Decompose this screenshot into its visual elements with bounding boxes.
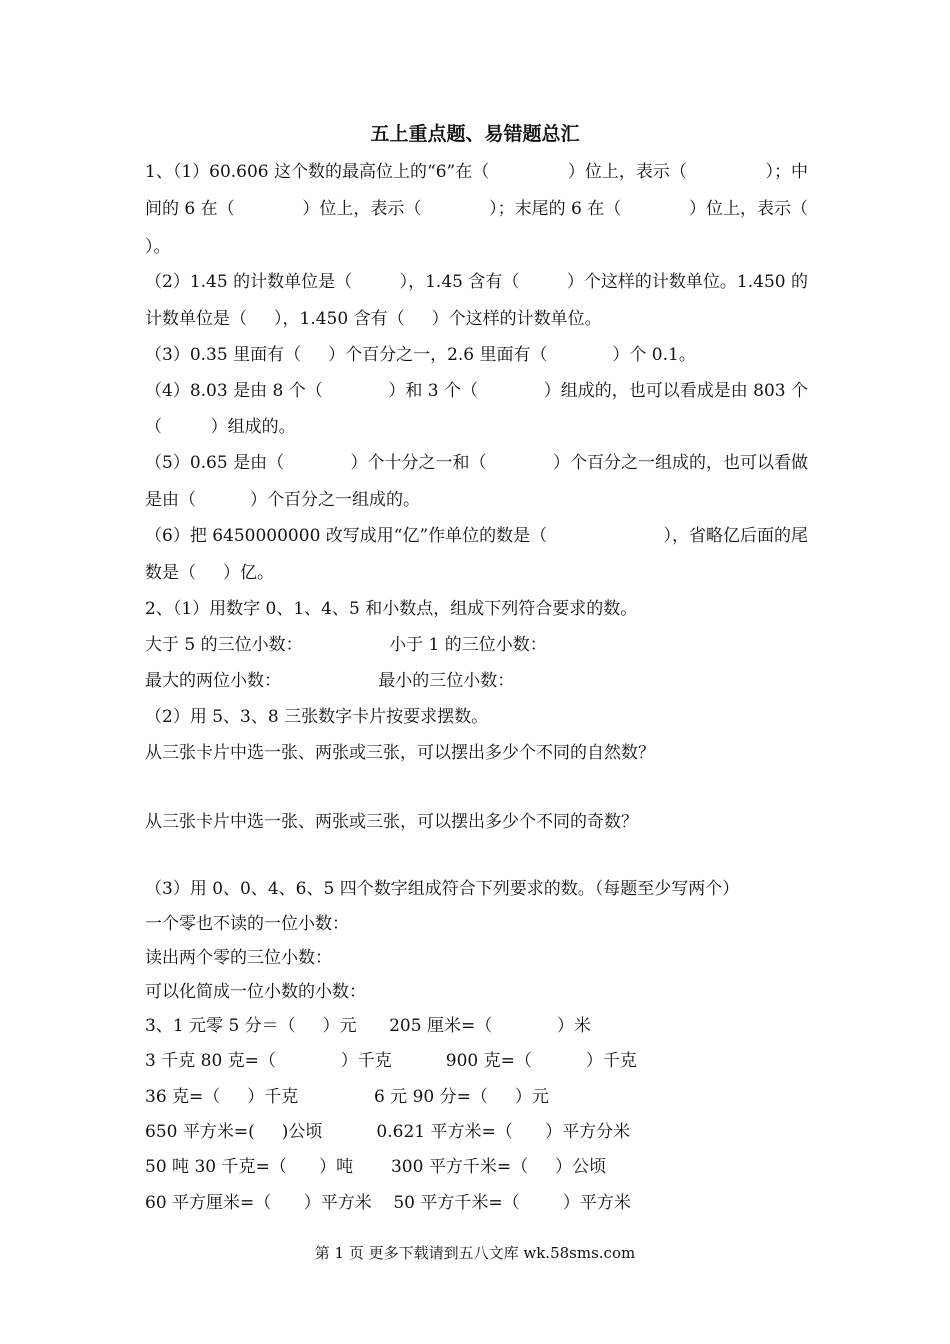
q1-line-11-part-a: （6）把 6450000000 改写成用“亿”作单位的数是（ bbox=[145, 526, 548, 546]
q1-line-9 bbox=[145, 451, 808, 475]
q1-line-2 bbox=[145, 197, 808, 221]
q3-line-5: 50 吨 30 千克=（ ）吨 300 平方千米=（ ）公顷 bbox=[145, 1157, 607, 1177]
q2-line-3: 最大的两位小数： 最小的三位小数： bbox=[145, 671, 515, 691]
q1-line-3: ）。 bbox=[145, 237, 171, 257]
q2-line-8: 一个零也不读的一位小数： bbox=[145, 914, 349, 934]
q1-line-12: 数是（ ）亿。 bbox=[145, 563, 275, 583]
q2-line-1: 2、（1）用数字 0、1、4、5 和小数点，组成下列符合要求的数。 bbox=[145, 599, 638, 619]
q3-line-3: 36 克=（ ）千克 6 元 90 分=（ ）元 bbox=[145, 1087, 549, 1107]
q3-line-2: 3 千克 80 克=（ ）千克 900 克=（ ）千克 bbox=[145, 1051, 637, 1071]
q1-line-1-part-c: ）；中 bbox=[765, 162, 808, 182]
q1-line-2-part-d: ）位上，表示（ bbox=[689, 199, 808, 219]
q1-line-6: （3）0.35 里面有（ ）个百分之一，2.6 里面有（ ）个 0.1。 bbox=[145, 345, 696, 365]
q2-line-10: 可以化简成一位小数的小数： bbox=[145, 982, 366, 1002]
q3-line-6: 60 平方厘米=（ ）平方米 50 平方千米=（ ）平方米 bbox=[145, 1193, 631, 1213]
q1-line-2-part-a: 间的 6 在（ bbox=[145, 199, 235, 219]
q3-line-1: 3、1 元零 5 分＝（ ）元 205 厘米=（ ）米 bbox=[145, 1016, 592, 1036]
page-footer: 第 1 页 更多下载请到五八文库 wk.58sms.com bbox=[314, 1244, 636, 1262]
q1-line-7 bbox=[145, 379, 808, 403]
q2-line-5: 从三张卡片中选一张、两张或三张，可以摆出多少个不同的自然数？ bbox=[145, 743, 655, 763]
q1-line-2-part-c: ）；末尾的 6 在（ bbox=[489, 199, 622, 219]
q2-line-2: 大于 5 的三位小数： 小于 1 的三位小数： bbox=[145, 635, 547, 655]
q3-line-4: 650 平方米=( )公顷 0.621 平方米=（ ）平方分米 bbox=[145, 1122, 631, 1142]
page-title: 五上重点题、易错题总汇 bbox=[370, 123, 580, 145]
q1-line-7-part-b: ）和 3 个（ bbox=[388, 381, 479, 401]
q2-line-4: （2）用 5、3、8 三张数字卡片按要求摆数。 bbox=[145, 707, 489, 727]
q1-line-4 bbox=[145, 270, 808, 294]
q1-line-1 bbox=[145, 160, 808, 184]
q1-line-11 bbox=[145, 524, 808, 548]
q1-line-11-part-b: ），省略亿后面的尾 bbox=[663, 526, 808, 546]
q1-line-2-part-b: ）位上，表示（ bbox=[302, 199, 422, 219]
q2-line-7: （3）用 0、0、4、6、5 四个数字组成符合下列要求的数。（每题至少写两个） bbox=[145, 879, 740, 899]
q2-line-6: 从三张卡片中选一张、两张或三张，可以摆出多少个不同的奇数？ bbox=[145, 812, 638, 832]
q1-line-8: （ ）组成的。 bbox=[145, 417, 296, 437]
q1-line-9-part-b: ）个十分之一和（ bbox=[350, 453, 487, 473]
q1-line-10: 是由（ ）个百分之一组成的。 bbox=[145, 490, 421, 510]
q1-line-4-part-a: （2）1.45 的计数单位是（ bbox=[145, 272, 353, 292]
q1-line-4-part-c: ）个这样的计数单位。1.450 的 bbox=[566, 272, 808, 292]
q1-line-5: 计数单位是（ ），1.450 含有（ ）个这样的计数单位。 bbox=[145, 309, 602, 329]
q1-line-1-part-b: ）位上，表示（ bbox=[567, 162, 687, 182]
q2-line-9: 读出两个零的三位小数： bbox=[145, 948, 332, 968]
q1-line-4-part-b: ），1.45 含有（ bbox=[399, 272, 520, 292]
q1-line-9-part-c: ）个百分之一组成的，也可以看做 bbox=[552, 453, 808, 473]
q1-line-1-part-a: 1、（1）60.606 这个数的最高位上的“6”在（ bbox=[145, 162, 490, 182]
q1-line-7-part-c: ）组成的，也可以看成是由 803 个 bbox=[543, 381, 808, 401]
q1-line-9-part-a: （5）0.65 是由（ bbox=[145, 453, 285, 473]
q1-line-7-part-a: （4）8.03 是由 8 个（ bbox=[145, 381, 323, 401]
